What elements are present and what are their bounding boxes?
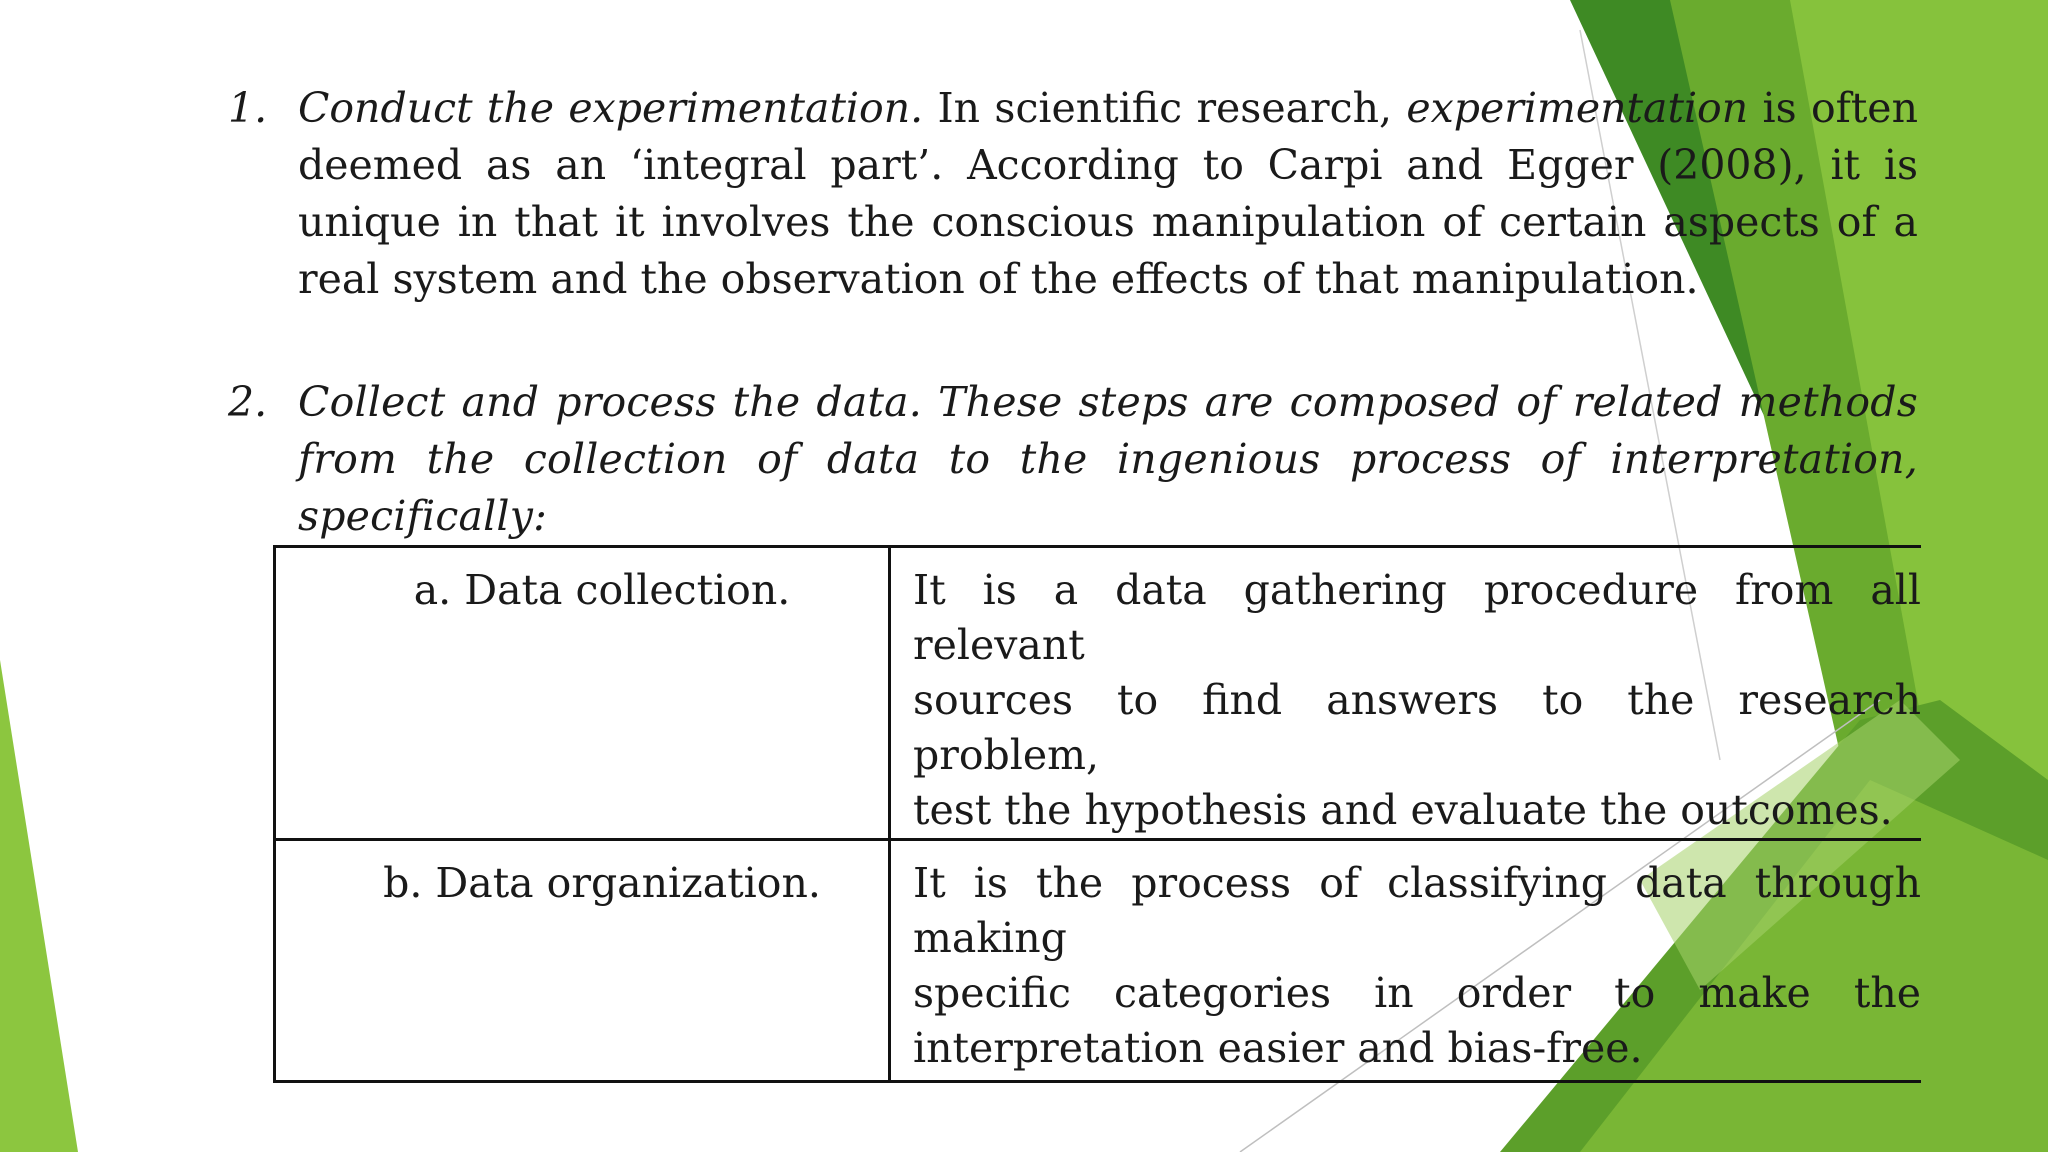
list-item-2 xyxy=(228,374,1918,545)
description-line: sources to find answers to the research problem, xyxy=(913,676,1921,779)
left-green-facet xyxy=(0,660,78,1152)
description-line: It is the process of classifying data through making xyxy=(913,859,1921,962)
item-number: 1. xyxy=(228,84,268,132)
table-description xyxy=(890,547,1922,840)
table-row xyxy=(275,547,1922,840)
item-emphasis: experimentation xyxy=(1406,84,1749,132)
list-item-1 xyxy=(228,80,1918,308)
description-line: interpretation easier and bias-free. xyxy=(913,1024,1643,1072)
item-text: is often deemed as an ‘integral part’. According to Carpi and Egger (2008), it is unique in that it involves the conscious manipulation of certain aspects of a real system and the observation of the effects of that manipulation. xyxy=(298,84,1918,303)
table-term: a. Data collection. xyxy=(275,547,890,840)
item-lead: Conduct the experimentation. xyxy=(298,84,924,132)
description-line: It is a data gathering procedure from all relevant xyxy=(913,566,1921,669)
table-description xyxy=(890,840,1922,1082)
table-row xyxy=(275,840,1922,1082)
description-line: test the hypothesis and evaluate the outcomes. xyxy=(913,786,1893,834)
data-process-table xyxy=(273,545,1921,1083)
item-body: Collect and process the data. These steps are composed of related methods from the collection of data to the ingenious process of interpretation, specifically: xyxy=(298,378,1918,540)
item-body xyxy=(298,80,1918,308)
item-text: In scientific research, xyxy=(923,84,1407,132)
description-line: specific categories in order to make the xyxy=(913,969,1921,1017)
table-term: b. Data organization. xyxy=(275,840,890,1082)
item-number: 2. xyxy=(228,378,268,426)
